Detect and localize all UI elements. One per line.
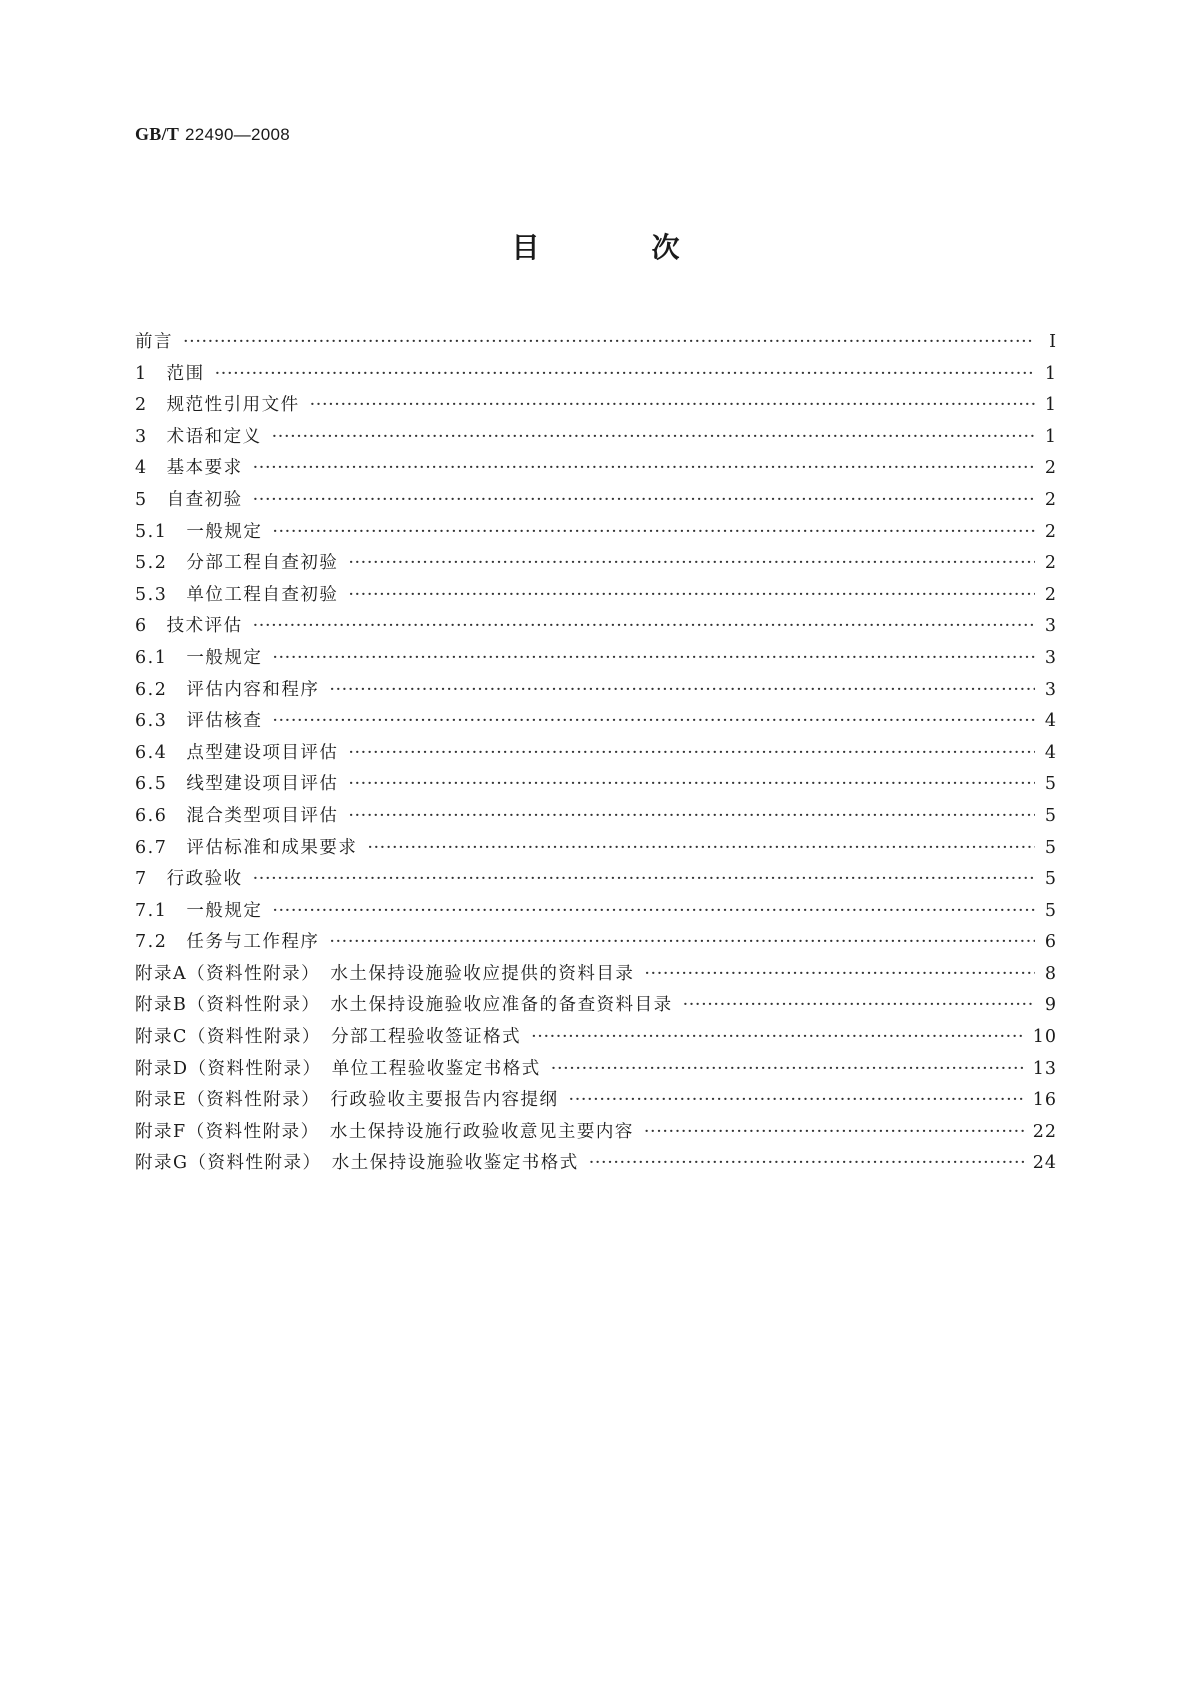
toc-entry-page: 16	[1032, 1090, 1057, 1111]
toc-dot-leader	[348, 806, 1035, 826]
toc-entry-label: 7 行政验收	[135, 869, 243, 890]
toc-entry-page: 24	[1032, 1153, 1057, 1174]
toc-dot-leader	[683, 995, 1035, 1015]
toc-entry-page: 2	[1044, 521, 1057, 542]
toc-dot-leader	[253, 616, 1035, 636]
toc-dot-leader	[348, 585, 1035, 605]
toc-entry-page: 3	[1044, 679, 1057, 700]
toc-entry-page: 22	[1032, 1121, 1057, 1142]
toc-entry-label: 5.3 单位工程自查初验	[135, 584, 339, 605]
toc-entry-page: 5	[1044, 869, 1057, 890]
toc-entry[interactable]	[135, 770, 1057, 802]
toc-entry-page: 5	[1044, 837, 1057, 858]
toc-entry[interactable]	[135, 739, 1057, 771]
toc-entry[interactable]	[135, 897, 1057, 929]
toc-dot-leader	[272, 711, 1035, 731]
toc-entry[interactable]	[135, 644, 1057, 676]
toc-entry[interactable]	[135, 802, 1057, 834]
toc-entry[interactable]	[135, 549, 1057, 581]
toc-entry[interactable]	[135, 865, 1057, 897]
toc-entry-page: 1	[1044, 426, 1057, 447]
standard-number: 22490—2008	[184, 125, 291, 144]
toc-dot-leader	[644, 1122, 1025, 1142]
toc-entry-label: 7.1 一般规定	[135, 900, 263, 921]
toc-entry-label: 6.2 评估内容和程序	[135, 679, 320, 700]
toc-entry[interactable]	[135, 1086, 1057, 1118]
toc-entry-page: 2	[1044, 458, 1057, 479]
toc-entry[interactable]	[135, 1118, 1057, 1150]
toc-dot-leader	[589, 1153, 1025, 1173]
toc-entry[interactable]	[135, 1149, 1057, 1181]
toc-dot-leader	[348, 553, 1035, 573]
toc-entry-page: Ⅰ	[1049, 332, 1057, 352]
toc-entry[interactable]	[135, 960, 1057, 992]
toc-entry-page: 3	[1044, 647, 1057, 668]
toc-entry-label: 附录A（资料性附录） 水土保持设施验收应提供的资料目录	[135, 963, 635, 984]
toc-entry[interactable]	[135, 454, 1057, 486]
toc-entry-page: 2	[1044, 489, 1057, 510]
toc-entry-label: 附录C（资料性附录） 分部工程验收签证格式	[135, 1027, 522, 1048]
toc-entry-label: 附录G（资料性附录） 水土保持设施验收鉴定书格式	[135, 1153, 579, 1174]
toc-entry-page: 3	[1044, 616, 1057, 637]
toc-entry-label: 6 技术评估	[135, 616, 243, 637]
toc-entry-label: 附录D（资料性附录） 单位工程验收鉴定书格式	[135, 1058, 541, 1079]
toc-dot-leader	[253, 458, 1035, 478]
toc-dot-leader	[644, 964, 1035, 984]
toc-entry-page: 8	[1044, 963, 1057, 984]
toc-entry[interactable]	[135, 1023, 1057, 1055]
toc-entry-label: 2 规范性引用文件	[135, 395, 300, 416]
toc-dot-leader	[551, 1059, 1025, 1079]
toc-entry-label: 附录F（资料性附录） 水土保持设施行政验收意见主要内容	[135, 1121, 634, 1142]
standard-prefix: GB/T	[135, 124, 180, 144]
toc-entry-page: 13	[1032, 1058, 1057, 1079]
toc-dot-leader	[215, 364, 1035, 384]
toc-dot-leader	[272, 427, 1035, 447]
toc-entry[interactable]	[135, 518, 1057, 550]
toc-dot-leader	[329, 680, 1035, 700]
toc-entry-label: 6.7 评估标准和成果要求	[135, 837, 358, 858]
toc-dot-leader	[310, 395, 1035, 415]
toc-entry-page: 1	[1044, 395, 1057, 416]
toc-entry-label: 5.1 一般规定	[135, 521, 263, 542]
toc-entry-page: 9	[1044, 995, 1057, 1016]
toc-entry-label: 6.4 点型建设项目评估	[135, 742, 339, 763]
toc-entry[interactable]	[135, 991, 1057, 1023]
toc-entry-page: 6	[1044, 932, 1057, 953]
toc-entry-label: 6.1 一般规定	[135, 647, 263, 668]
toc-entry-label: 7.2 任务与工作程序	[135, 932, 320, 953]
toc-entry[interactable]	[135, 423, 1057, 455]
toc-entry-page: 4	[1044, 742, 1057, 763]
toc-entry-label: 1 范围	[135, 363, 205, 384]
toc-entry[interactable]	[135, 676, 1057, 708]
toc-entry-page: 2	[1044, 553, 1057, 574]
toc-entry-label: 6.5 线型建设项目评估	[135, 774, 339, 795]
toc-entry[interactable]	[135, 1055, 1057, 1087]
toc-title: 目 次	[511, 231, 722, 264]
toc-entry-page: 10	[1032, 1027, 1057, 1048]
toc-entry-page: 5	[1044, 900, 1057, 921]
toc-dot-leader	[253, 869, 1035, 889]
table-of-contents	[135, 328, 1057, 1181]
toc-entry-page: 5	[1044, 774, 1057, 795]
toc-entry[interactable]	[135, 328, 1057, 360]
toc-entry-label: 5 自查初验	[135, 489, 243, 510]
toc-entry-label: 附录B（资料性附录） 水土保持设施验收应准备的备查资料目录	[135, 995, 673, 1016]
toc-dot-leader	[348, 774, 1035, 794]
toc-entry[interactable]	[135, 834, 1057, 866]
toc-entry[interactable]	[135, 486, 1057, 518]
toc-dot-leader	[348, 743, 1035, 763]
toc-entry-page: 5	[1044, 805, 1057, 826]
toc-entry-label: 6.6 混合类型项目评估	[135, 805, 339, 826]
toc-dot-leader	[531, 1027, 1025, 1047]
toc-dot-leader	[329, 932, 1035, 952]
toc-entry-page: 2	[1044, 584, 1057, 605]
toc-dot-leader	[272, 648, 1035, 668]
toc-entry[interactable]	[135, 928, 1057, 960]
toc-dot-leader	[272, 522, 1035, 542]
toc-entry[interactable]	[135, 581, 1057, 613]
toc-entry[interactable]	[135, 391, 1057, 423]
toc-entry-page: 1	[1044, 363, 1057, 384]
toc-dot-leader	[367, 838, 1035, 858]
toc-entry[interactable]	[135, 707, 1057, 739]
toc-entry-label: 6.3 评估核查	[135, 711, 263, 732]
standard-code	[135, 124, 290, 145]
toc-entry-label: 4 基本要求	[135, 458, 243, 479]
toc-entry-label: 附录E（资料性附录） 行政验收主要报告内容提纲	[135, 1090, 559, 1111]
toc-entry-label: 3 术语和定义	[135, 426, 262, 447]
toc-dot-leader	[183, 332, 1035, 352]
toc-entry-label: 5.2 分部工程自查初验	[135, 553, 339, 574]
toc-entry[interactable]	[135, 612, 1057, 644]
toc-dot-leader	[272, 901, 1035, 921]
toc-dot-leader	[253, 490, 1035, 510]
toc-entry-label: 前言	[135, 332, 173, 352]
toc-entry[interactable]	[135, 360, 1057, 392]
toc-dot-leader	[569, 1090, 1025, 1110]
toc-entry-page: 4	[1044, 711, 1057, 732]
